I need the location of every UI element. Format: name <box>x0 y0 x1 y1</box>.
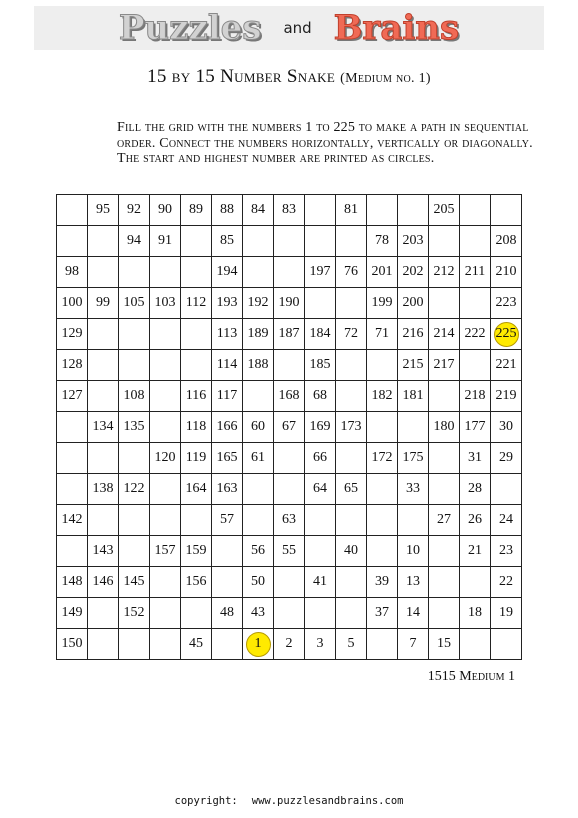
grid-cell[interactable]: 113 <box>212 319 243 350</box>
grid-cell[interactable] <box>243 381 274 412</box>
grid-cell[interactable]: 98 <box>57 257 88 288</box>
grid-cell[interactable]: 210 <box>491 257 522 288</box>
grid-cell[interactable] <box>491 195 522 226</box>
grid-cell[interactable]: 57 <box>212 505 243 536</box>
grid-cell[interactable]: 119 <box>181 443 212 474</box>
grid-cell[interactable]: 169 <box>305 412 336 443</box>
grid-cell[interactable]: 143 <box>88 536 119 567</box>
grid-cell[interactable]: 61 <box>243 443 274 474</box>
grid-cell[interactable]: 65 <box>336 474 367 505</box>
grid-cell[interactable]: 135 <box>119 412 150 443</box>
grid-cell[interactable] <box>119 629 150 660</box>
grid-cell[interactable] <box>429 381 460 412</box>
grid-cell[interactable] <box>305 505 336 536</box>
grid-cell[interactable]: 100 <box>57 288 88 319</box>
grid-cell[interactable]: 64 <box>305 474 336 505</box>
grid-cell[interactable]: 15 <box>429 629 460 660</box>
grid-cell[interactable] <box>429 536 460 567</box>
grid-cell[interactable]: 112 <box>181 288 212 319</box>
grid-cell[interactable]: 203 <box>398 226 429 257</box>
grid-cell[interactable]: 55 <box>274 536 305 567</box>
grid-cell[interactable]: 181 <box>398 381 429 412</box>
grid-cell[interactable]: 150 <box>57 629 88 660</box>
grid-cell[interactable]: 134 <box>88 412 119 443</box>
circled-number: 1 <box>246 632 271 657</box>
grid-cell[interactable] <box>150 598 181 629</box>
grid-cell[interactable] <box>429 443 460 474</box>
grid-cell[interactable] <box>181 350 212 381</box>
grid-cell[interactable]: 200 <box>398 288 429 319</box>
grid-cell[interactable]: 31 <box>460 443 491 474</box>
grid-cell[interactable] <box>150 350 181 381</box>
grid-cell[interactable] <box>243 257 274 288</box>
grid-cell[interactable]: 118 <box>181 412 212 443</box>
grid-cell[interactable] <box>212 629 243 660</box>
grid-cell[interactable] <box>367 195 398 226</box>
grid-cell[interactable] <box>119 350 150 381</box>
logo-word-and: and <box>283 19 312 37</box>
grid-cell[interactable]: 168 <box>274 381 305 412</box>
circled-number: 225 <box>494 322 519 347</box>
grid-cell[interactable] <box>181 319 212 350</box>
grid-cell[interactable]: 159 <box>181 536 212 567</box>
grid-cell[interactable]: 120 <box>150 443 181 474</box>
logo-word-puzzles: Puzzles <box>118 8 262 48</box>
grid-cell[interactable]: 185 <box>305 350 336 381</box>
grid-cell[interactable] <box>274 257 305 288</box>
grid-cell[interactable]: 92 <box>119 195 150 226</box>
grid-cell[interactable] <box>119 536 150 567</box>
grid-cell[interactable] <box>150 381 181 412</box>
grid-cell[interactable] <box>367 350 398 381</box>
grid-cell[interactable] <box>243 629 274 660</box>
grid-cell[interactable]: 148 <box>57 567 88 598</box>
grid-cell[interactable]: 218 <box>460 381 491 412</box>
grid-cell[interactable]: 175 <box>398 443 429 474</box>
grid-cell[interactable]: 129 <box>57 319 88 350</box>
grid-cell[interactable]: 117 <box>212 381 243 412</box>
grid-cell[interactable] <box>150 629 181 660</box>
grid-cell[interactable] <box>88 381 119 412</box>
puzzle-title-sub: (Medium no. 1) <box>340 71 431 86</box>
grid-cell[interactable]: 13 <box>398 567 429 598</box>
grid-cell[interactable] <box>336 443 367 474</box>
grid-cell[interactable] <box>336 226 367 257</box>
grid-cell[interactable] <box>88 226 119 257</box>
grid-cell[interactable]: 173 <box>336 412 367 443</box>
logo-word-brains: Brains <box>333 8 460 48</box>
grid-cell[interactable]: 182 <box>367 381 398 412</box>
copyright-footer <box>0 795 578 807</box>
grid-cell[interactable] <box>57 443 88 474</box>
grid-cell[interactable] <box>491 474 522 505</box>
grid-cell[interactable]: 83 <box>274 195 305 226</box>
grid-cell[interactable]: 10 <box>398 536 429 567</box>
grid-cell[interactable]: 91 <box>150 226 181 257</box>
grid-cell[interactable]: 5 <box>336 629 367 660</box>
grid-cell[interactable] <box>150 505 181 536</box>
grid-cell[interactable] <box>243 474 274 505</box>
grid-cell[interactable]: 27 <box>429 505 460 536</box>
grid-cell[interactable]: 219 <box>491 381 522 412</box>
grid-cell[interactable]: 26 <box>460 505 491 536</box>
grid-cell[interactable] <box>367 629 398 660</box>
grid-cell[interactable] <box>336 350 367 381</box>
grid-cell[interactable] <box>150 567 181 598</box>
grid-cell[interactable]: 67 <box>274 412 305 443</box>
grid-cell[interactable]: 211 <box>460 257 491 288</box>
grid-cell[interactable]: 56 <box>243 536 274 567</box>
grid-cell[interactable]: 190 <box>274 288 305 319</box>
grid-cell[interactable]: 81 <box>336 195 367 226</box>
grid-cell[interactable] <box>367 505 398 536</box>
grid-cell[interactable]: 163 <box>212 474 243 505</box>
grid-cell[interactable] <box>181 598 212 629</box>
grid-cell[interactable]: 223 <box>491 288 522 319</box>
grid-cell[interactable]: 24 <box>491 505 522 536</box>
grid-cell[interactable]: 72 <box>336 319 367 350</box>
grid-cell[interactable]: 33 <box>398 474 429 505</box>
grid-cell[interactable]: 201 <box>367 257 398 288</box>
puzzle-id: 1515 Medium 1 <box>427 669 515 684</box>
grid-cell[interactable]: 19 <box>491 598 522 629</box>
grid-cell[interactable] <box>57 536 88 567</box>
puzzle-title <box>0 66 578 88</box>
grid-cell[interactable]: 60 <box>243 412 274 443</box>
site-logo-banner <box>34 6 544 50</box>
grid-cell[interactable] <box>243 505 274 536</box>
grid-cell[interactable]: 212 <box>429 257 460 288</box>
grid-cell[interactable]: 164 <box>181 474 212 505</box>
grid-cell[interactable] <box>336 505 367 536</box>
number-snake-grid <box>56 194 522 660</box>
grid-cell[interactable] <box>460 567 491 598</box>
grid-cell[interactable]: 172 <box>367 443 398 474</box>
grid-cell[interactable]: 215 <box>398 350 429 381</box>
grid-cell[interactable] <box>429 226 460 257</box>
grid-cell[interactable]: 21 <box>460 536 491 567</box>
grid-cell[interactable] <box>181 257 212 288</box>
grid-cell[interactable] <box>460 226 491 257</box>
grid-cell[interactable] <box>150 319 181 350</box>
grid-cell[interactable]: 94 <box>119 226 150 257</box>
grid-cell[interactable] <box>88 629 119 660</box>
grid-cell[interactable]: 145 <box>119 567 150 598</box>
grid-cell[interactable] <box>460 629 491 660</box>
grid-cell[interactable] <box>336 567 367 598</box>
grid-cell[interactable] <box>181 505 212 536</box>
grid-cell[interactable] <box>429 567 460 598</box>
grid-cell[interactable] <box>336 381 367 412</box>
grid-cell[interactable] <box>491 629 522 660</box>
instructions-line: order. Connect the numbers horizontally, vertically or diagonally. <box>117 135 533 151</box>
grid-cell[interactable] <box>150 412 181 443</box>
grid-cell[interactable]: 76 <box>336 257 367 288</box>
grid-cell[interactable]: 187 <box>274 319 305 350</box>
grid-cell[interactable] <box>88 257 119 288</box>
grid-cell[interactable] <box>274 350 305 381</box>
grid-cell[interactable]: 30 <box>491 412 522 443</box>
grid-cell[interactable]: 14 <box>398 598 429 629</box>
grid-cell[interactable]: 205 <box>429 195 460 226</box>
grid-cell[interactable] <box>460 288 491 319</box>
instructions-line: The start and highest number are printed as circles. <box>117 151 435 166</box>
grid-cell[interactable]: 165 <box>212 443 243 474</box>
grid-cell[interactable]: 7 <box>398 629 429 660</box>
grid-cell[interactable] <box>88 598 119 629</box>
grid-cell[interactable]: 89 <box>181 195 212 226</box>
grid-cell[interactable]: 194 <box>212 257 243 288</box>
grid-cell[interactable]: 71 <box>367 319 398 350</box>
grid-cell[interactable] <box>57 226 88 257</box>
grid-cell[interactable] <box>57 195 88 226</box>
grid-cell[interactable]: 156 <box>181 567 212 598</box>
grid-cell[interactable]: 128 <box>57 350 88 381</box>
grid-cell[interactable]: 29 <box>491 443 522 474</box>
grid-cell[interactable]: 184 <box>305 319 336 350</box>
grid-cell[interactable] <box>57 412 88 443</box>
grid-cell[interactable]: 45 <box>181 629 212 660</box>
grid-cell[interactable]: 199 <box>367 288 398 319</box>
grid-cell[interactable]: 221 <box>491 350 522 381</box>
grid-cell[interactable] <box>274 443 305 474</box>
instructions-line: Fill the grid with the numbers 1 to 225 to make a path in sequential <box>117 120 529 135</box>
grid-cell[interactable] <box>88 505 119 536</box>
grid-cell[interactable]: 193 <box>212 288 243 319</box>
grid-cell[interactable]: 105 <box>119 288 150 319</box>
grid-cell[interactable]: 217 <box>429 350 460 381</box>
grid-cell[interactable]: 103 <box>150 288 181 319</box>
grid-cell[interactable]: 138 <box>88 474 119 505</box>
grid-cell[interactable] <box>243 226 274 257</box>
grid-cell[interactable]: 18 <box>460 598 491 629</box>
grid-cell[interactable]: 95 <box>88 195 119 226</box>
copyright-label: copyright: <box>174 795 238 807</box>
grid-cell[interactable] <box>212 536 243 567</box>
grid-cell[interactable]: 208 <box>491 226 522 257</box>
grid-cell[interactable] <box>429 288 460 319</box>
grid-cell[interactable]: 214 <box>429 319 460 350</box>
grid-cell[interactable]: 180 <box>429 412 460 443</box>
grid-cell[interactable]: 189 <box>243 319 274 350</box>
grid-cell[interactable] <box>88 350 119 381</box>
grid-cell[interactable] <box>491 319 522 350</box>
grid-cell[interactable] <box>274 567 305 598</box>
grid-cell[interactable] <box>57 474 88 505</box>
grid-cell[interactable]: 48 <box>212 598 243 629</box>
grid-cell[interactable]: 43 <box>243 598 274 629</box>
grid-cell[interactable] <box>274 598 305 629</box>
instructions <box>117 120 557 167</box>
grid-cell[interactable]: 146 <box>88 567 119 598</box>
grid-cell[interactable]: 202 <box>398 257 429 288</box>
grid-cell[interactable] <box>150 257 181 288</box>
grid-cell[interactable]: 152 <box>119 598 150 629</box>
grid-cell[interactable]: 108 <box>119 381 150 412</box>
grid-cell[interactable]: 192 <box>243 288 274 319</box>
grid-cell[interactable]: 2 <box>274 629 305 660</box>
grid-cell[interactable]: 3 <box>305 629 336 660</box>
grid-cell[interactable] <box>336 598 367 629</box>
grid-cell[interactable]: 78 <box>367 226 398 257</box>
grid-cell[interactable]: 177 <box>460 412 491 443</box>
grid-cell[interactable] <box>305 288 336 319</box>
grid-cell[interactable]: 50 <box>243 567 274 598</box>
grid-cell[interactable] <box>150 474 181 505</box>
grid-cell[interactable] <box>367 536 398 567</box>
grid-cell[interactable]: 222 <box>460 319 491 350</box>
grid-cell[interactable]: 85 <box>212 226 243 257</box>
grid-cell[interactable] <box>88 443 119 474</box>
grid-cell[interactable] <box>429 598 460 629</box>
grid-cell[interactable] <box>305 598 336 629</box>
grid-cell[interactable] <box>398 195 429 226</box>
grid-cell[interactable]: 63 <box>274 505 305 536</box>
grid-cell[interactable] <box>119 505 150 536</box>
grid-cell[interactable] <box>398 505 429 536</box>
grid-cell[interactable] <box>305 195 336 226</box>
grid-cell[interactable]: 37 <box>367 598 398 629</box>
grid-cell[interactable]: 188 <box>243 350 274 381</box>
grid-cell[interactable]: 166 <box>212 412 243 443</box>
grid-cell[interactable] <box>367 412 398 443</box>
grid-cell[interactable]: 116 <box>181 381 212 412</box>
grid-cell[interactable]: 216 <box>398 319 429 350</box>
grid-cell[interactable]: 90 <box>150 195 181 226</box>
grid-cell[interactable]: 22 <box>491 567 522 598</box>
grid-cell[interactable] <box>305 226 336 257</box>
puzzle-title-main: 15 by 15 Number Snake <box>147 66 336 87</box>
grid-cell[interactable] <box>429 474 460 505</box>
grid-cell[interactable]: 149 <box>57 598 88 629</box>
grid-cell[interactable] <box>274 474 305 505</box>
grid-cell[interactable] <box>460 350 491 381</box>
grid-cell[interactable]: 41 <box>305 567 336 598</box>
grid-cell[interactable] <box>367 474 398 505</box>
grid-cell[interactable] <box>460 195 491 226</box>
grid-cell[interactable]: 84 <box>243 195 274 226</box>
grid-cell[interactable] <box>88 319 119 350</box>
grid-cell[interactable]: 127 <box>57 381 88 412</box>
grid-cell[interactable]: 23 <box>491 536 522 567</box>
grid-cell[interactable]: 142 <box>57 505 88 536</box>
grid-cell[interactable] <box>274 226 305 257</box>
grid-cell[interactable] <box>212 567 243 598</box>
grid-cell[interactable]: 88 <box>212 195 243 226</box>
grid-cell[interactable]: 28 <box>460 474 491 505</box>
grid-cell[interactable]: 122 <box>119 474 150 505</box>
website-link[interactable]: www.puzzlesandbrains.com <box>251 795 404 807</box>
grid-cell[interactable]: 197 <box>305 257 336 288</box>
grid-cell[interactable]: 99 <box>88 288 119 319</box>
grid-cell[interactable] <box>119 443 150 474</box>
grid-cell[interactable]: 157 <box>150 536 181 567</box>
grid-cell[interactable] <box>119 257 150 288</box>
grid-cell[interactable] <box>305 536 336 567</box>
grid-cell[interactable]: 68 <box>305 381 336 412</box>
grid-cell[interactable] <box>119 319 150 350</box>
grid-cell[interactable]: 114 <box>212 350 243 381</box>
grid-cell[interactable] <box>398 412 429 443</box>
grid-cell[interactable] <box>181 226 212 257</box>
grid-cell[interactable] <box>336 288 367 319</box>
grid-cell[interactable]: 66 <box>305 443 336 474</box>
grid-cell[interactable]: 40 <box>336 536 367 567</box>
grid-cell[interactable]: 39 <box>367 567 398 598</box>
